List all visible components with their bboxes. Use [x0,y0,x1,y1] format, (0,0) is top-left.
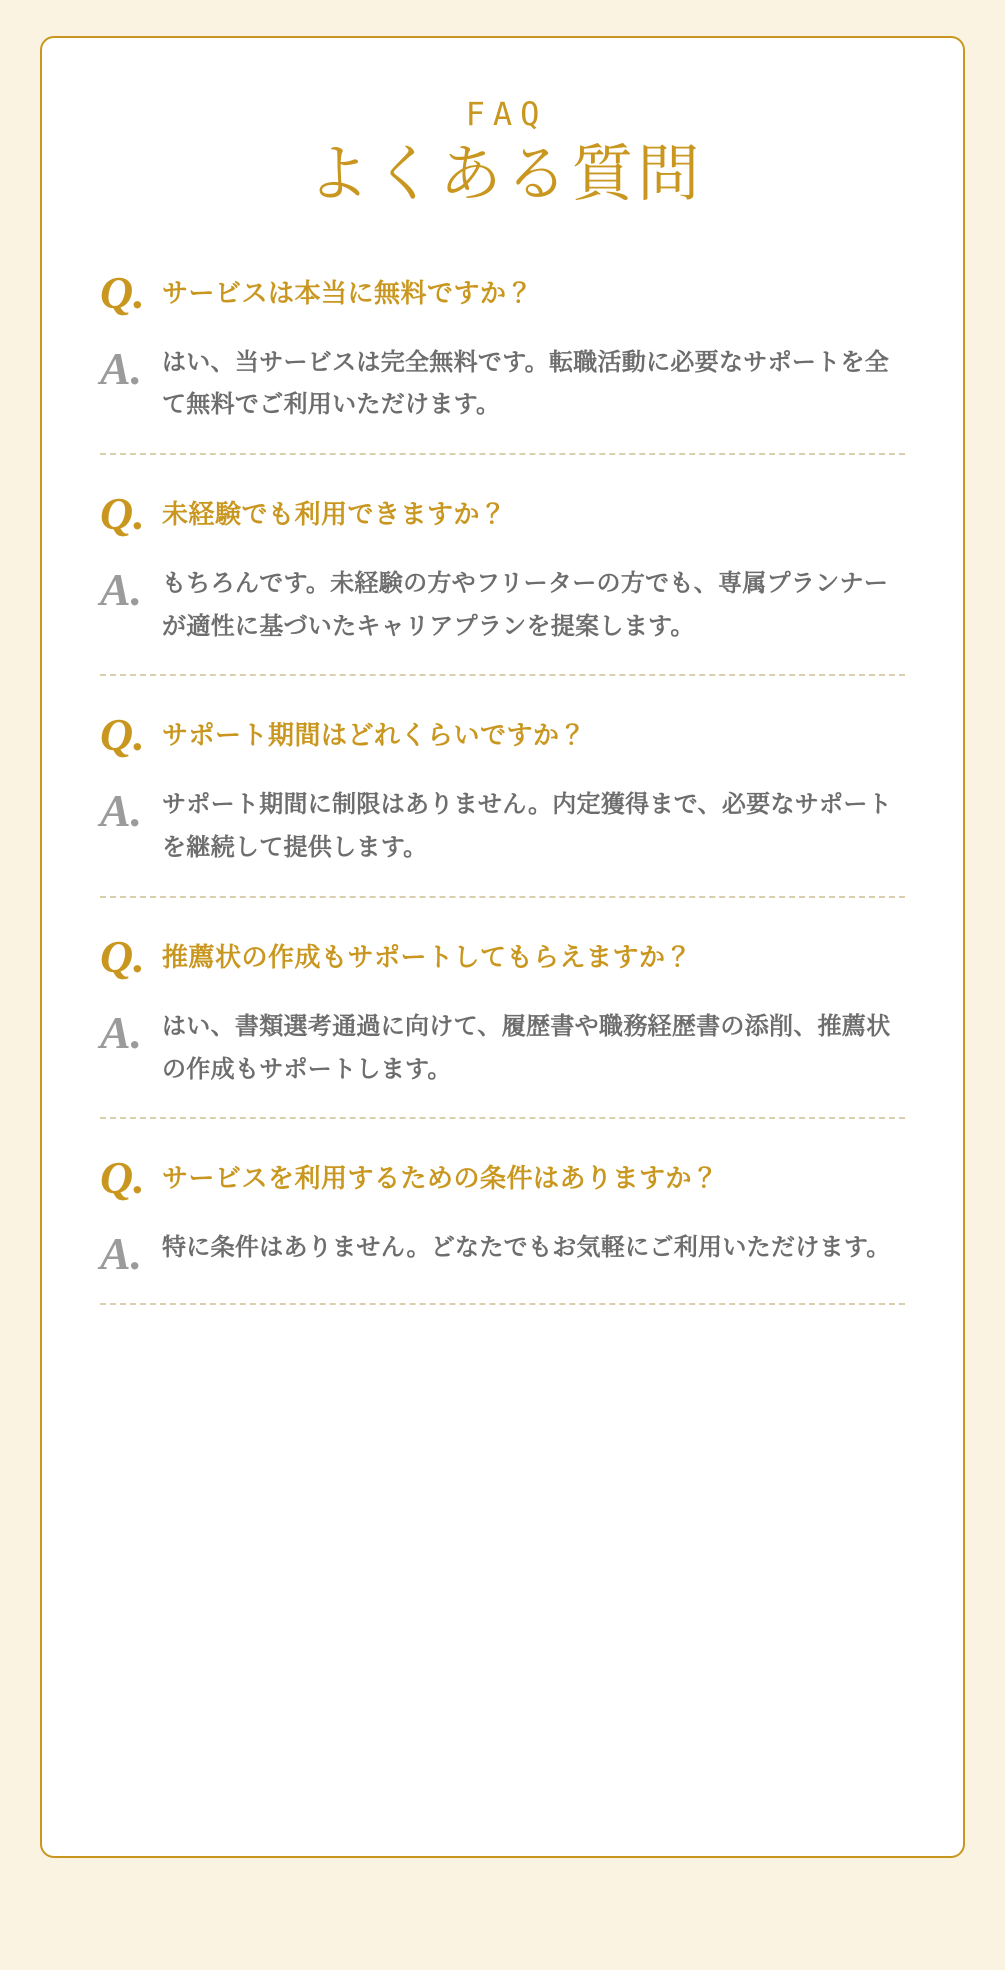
question-marker: Q. [100,709,145,761]
faq-answer-text: もちろんです。未経験の方やフリーターの方でも、専属プランナーが適性に基づいたキャリアプランを提案します。 [162,569,889,640]
answer-marker: A. [100,342,143,394]
question-marker: Q. [100,1152,145,1204]
faq-answer-text: はい、当サービスは完全無料です。転職活動に必要なサポートを全て無料でご利用いただけます。 [162,348,890,419]
faq-card [40,36,965,1858]
faq-item [100,489,905,676]
page-title: よくある質問 [307,140,704,209]
faq-item [100,932,905,1119]
faq-question-text: 未経験でも利用できますか？ [162,498,507,529]
faq-answer-text: はい、書類選考通過に向けて、履歴書や職務経歴書の添削、推薦状の作成もサポートします。 [162,1012,891,1083]
faq-answer-row [100,559,905,648]
faq-item [100,710,905,897]
faq-eyebrow-label: FAQ [465,95,548,133]
faq-list [100,268,905,1306]
faq-answer-row [100,780,905,869]
faq-question-text: サービスは本当に無料ですか？ [162,277,534,308]
faq-question-text: サービスを利用するための条件はありますか？ [162,1163,719,1194]
faq-header [100,78,905,224]
question-marker: Q. [100,930,145,982]
answer-marker: A. [100,1006,143,1058]
answer-marker: A. [100,785,143,837]
faq-question-row [100,1152,905,1204]
faq-question-row [100,709,905,761]
faq-answer-row [100,1223,905,1280]
faq-question-text: サポート期間はどれくらいですか？ [162,720,587,751]
faq-item [100,1153,905,1305]
faq-question-row [100,489,905,537]
faq-answer-row [100,338,905,427]
faq-answer-text: 特に条件はありません。どなたでもお気軽にご利用いただけます。 [162,1234,891,1262]
question-marker: Q. [100,487,145,539]
answer-marker: A. [100,563,143,615]
faq-question-text: 推薦状の作成もサポートしてもらえますか？ [162,941,693,972]
faq-answer-text: サポート期間に制限はありません。内定獲得まで、必要なサポートを継続して提供します。 [162,791,892,862]
faq-question-row [100,932,905,980]
question-marker: Q. [100,266,145,318]
faq-answer-row [100,1002,905,1091]
answer-marker: A. [100,1228,143,1280]
faq-item [100,268,905,455]
faq-question-row [100,268,905,316]
